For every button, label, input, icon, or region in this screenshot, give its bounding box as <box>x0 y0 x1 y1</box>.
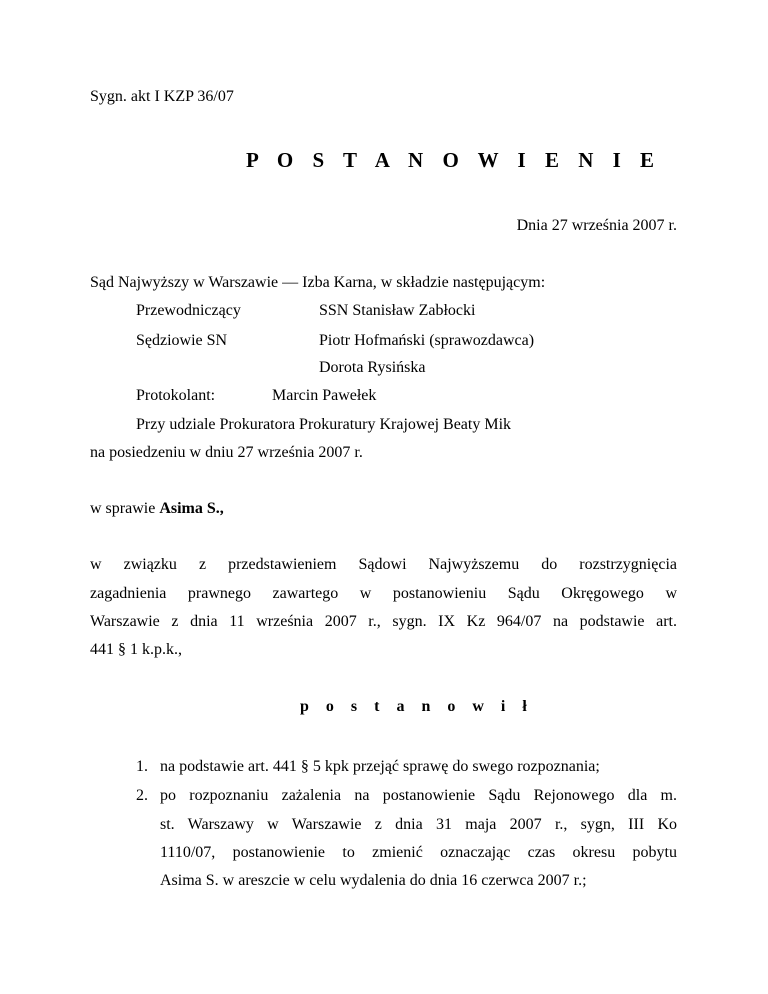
session-line: na posiedzeniu w dniu 27 września 2007 r. <box>90 444 363 461</box>
decision-text-line: po rozpoznaniu zażalenia na postanowienie Sądu Rejonowego dla m. <box>160 787 677 804</box>
judge-name: Piotr Hofmański (sprawozdawca) <box>319 332 535 349</box>
decision-heading: p o s t a n o w i ł <box>300 698 534 715</box>
context-line: zagadnienia prawnego zawartego w postanowieniu Sądu Okręgowego w <box>90 585 677 602</box>
decision-date: Dnia 27 września 2007 r. <box>516 217 677 234</box>
matter-line <box>90 499 224 519</box>
decision-number: 1. <box>136 758 148 775</box>
document-title: P O S T A N O W I E N I E <box>246 148 662 172</box>
judges-label: Sędziowie SN <box>136 332 228 349</box>
clerk-name: Marcin Pawełek <box>272 387 377 404</box>
court-composition-intro: Sąd Najwyższy w Warszawie — Izba Karna, w składzie następującym: <box>90 274 546 291</box>
case-reference: Sygn. akt I KZP 36/07 <box>90 88 234 105</box>
decision-text-line: 1110/07, postanowienie to zmienić oznaczając czas okresu pobytu <box>160 844 677 861</box>
decision-text-line: Asima S. w areszcie w celu wydalenia do dnia 16 czerwca 2007 r.; <box>160 872 587 889</box>
matter-prefix: w sprawie <box>90 500 160 517</box>
party-name: Asima S., <box>159 500 224 517</box>
prosecutor-line: Przy udziale Prokuratora Prokuratury Krajowej Beaty Mik <box>136 416 512 433</box>
chair-label: Przewodniczący <box>136 302 241 319</box>
judge-name: Dorota Rysińska <box>319 359 426 376</box>
clerk-label: Protokolant: <box>136 387 216 404</box>
decision-number: 2. <box>136 787 148 804</box>
chair-name: SSN Stanisław Zabłocki <box>319 302 476 319</box>
decision-text-line: na podstawie art. 441 § 5 kpk przejąć sprawę do swego rozpoznania; <box>160 758 600 775</box>
context-line: w związku z przedstawieniem Sądowi Najwyższemu do rozstrzygnięcia <box>90 556 677 573</box>
decision-text-line: st. Warszawy w Warszawie z dnia 31 maja 2007 r., sygn, III Ko <box>160 816 677 833</box>
context-line: Warszawie z dnia 11 września 2007 r., sygn. IX Kz 964/07 na podstawie art. <box>90 613 677 630</box>
context-line: 441 § 1 k.p.k., <box>90 641 182 658</box>
